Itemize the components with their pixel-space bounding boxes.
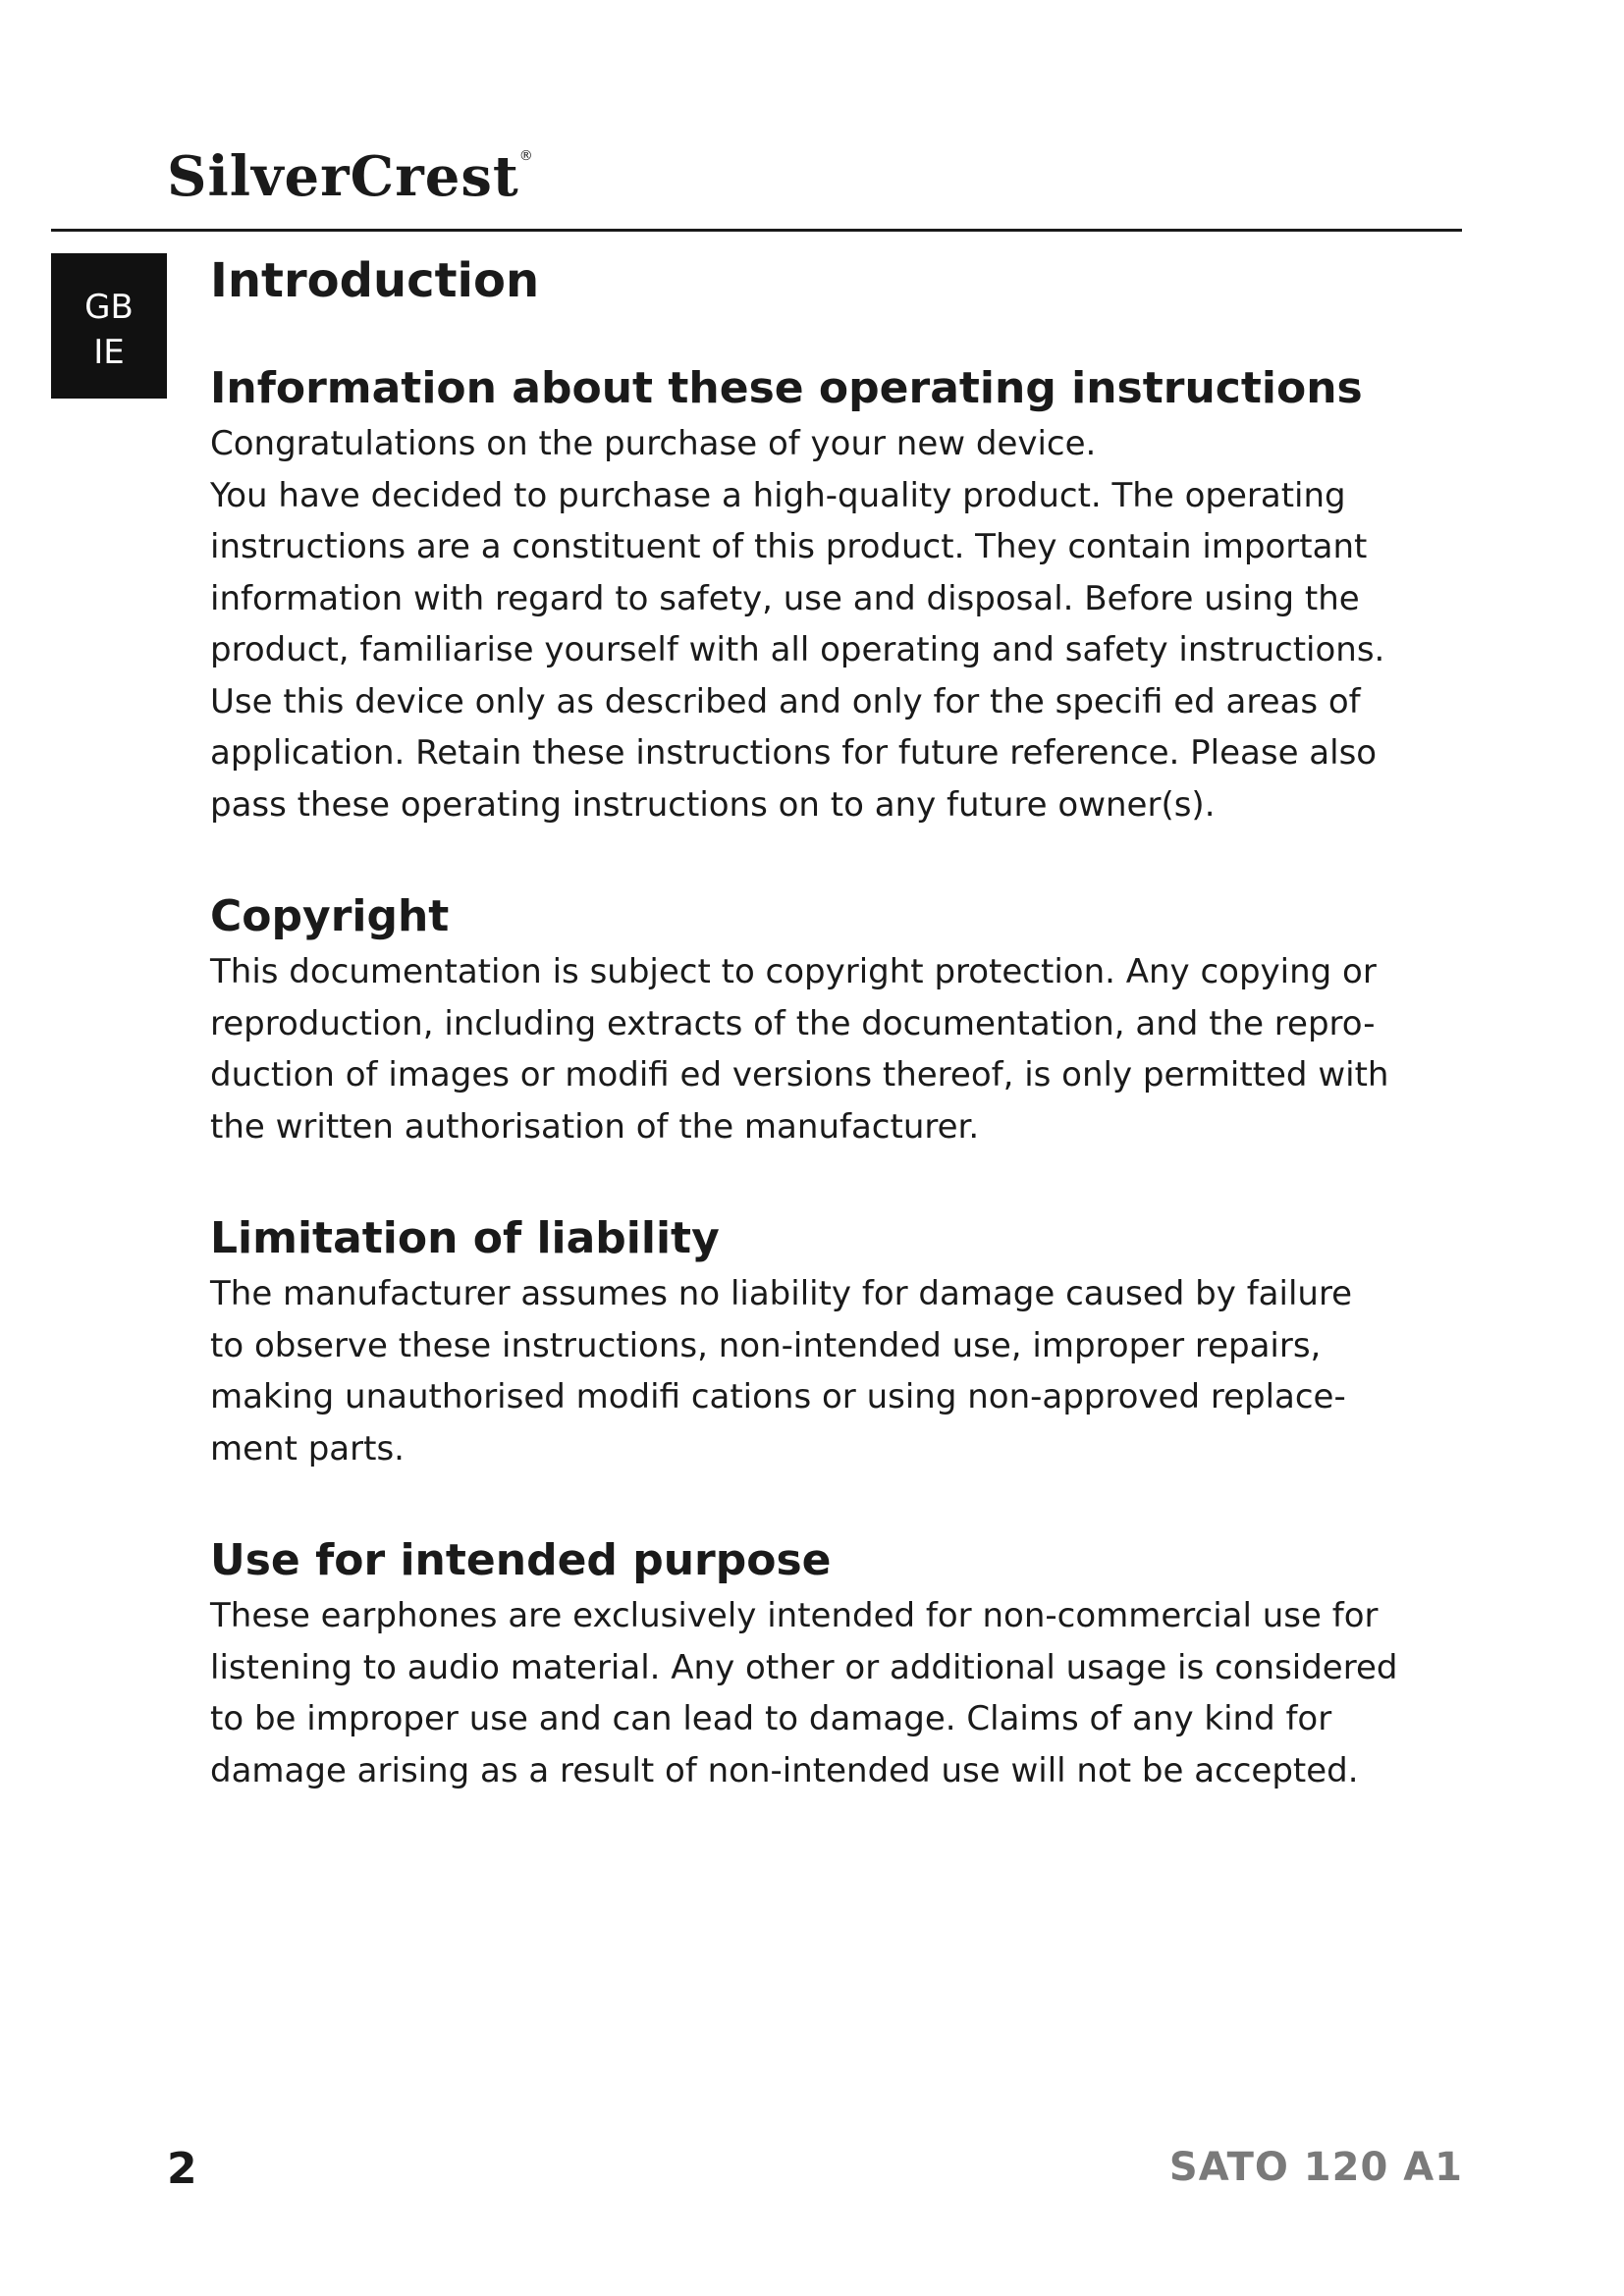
paragraph <box>210 1590 1487 1796</box>
section-heading: Use for intended purpose <box>210 1535 832 1585</box>
text-line: Congratulations on the purchase of your new device. <box>210 424 1097 463</box>
page-title: Introduction <box>210 253 540 308</box>
text-line: the written authorisation of the manufacturer. <box>210 1106 980 1147</box>
text-line: listening to audio material. Any other or additional usage is considered <box>210 1647 1398 1687</box>
section-information <box>210 359 1487 830</box>
language-code-ie: IE <box>93 333 125 372</box>
brand-logo <box>167 144 534 209</box>
paragraph <box>210 946 1487 1152</box>
section-heading: Limitation of liability <box>210 1213 720 1263</box>
section-heading: Copyright <box>210 891 450 941</box>
text-line: ment parts. <box>210 1428 405 1468</box>
text-line: to be improper use and can lead to damage. Claims of any kind for <box>210 1699 1332 1738</box>
text-line: This documentation is subject to copyright protection. Any copying or <box>210 952 1377 991</box>
language-tab <box>51 253 167 399</box>
section-copyright <box>210 887 1487 1152</box>
section-liability <box>210 1209 1487 1474</box>
text-line: reproduction, including extracts of the documentation, and the repro- <box>210 1003 1376 1043</box>
text-line: These earphones are exclusively intended for non-commercial use for <box>210 1596 1379 1635</box>
text-line: duction of images or modifi ed versions thereof, is only permitted with <box>210 1055 1389 1095</box>
text-line: Use this device only as described and only for the specifi ed areas of <box>210 681 1361 721</box>
text-line: application. Retain these instructions for future reference. Please also <box>210 733 1378 773</box>
registered-mark: ® <box>518 148 534 164</box>
text-line: The manufacturer assumes no liability for damage caused by failure <box>210 1274 1353 1313</box>
page-content <box>210 245 1487 1796</box>
header-divider <box>51 229 1462 232</box>
text-line: pass these operating instructions on to any future owner(s). <box>210 784 1216 825</box>
text-line: information with regard to safety, use and disposal. Before using the <box>210 578 1360 618</box>
text-line: damage arising as a result of non-intended use will not be accepted. <box>210 1750 1359 1790</box>
section-heading: Information about these operating instructions <box>210 363 1363 413</box>
text-line: to observe these instructions, non-intended use, improper repairs, <box>210 1325 1322 1365</box>
text-line: making unauthorised modifi cations or using non-approved replace- <box>210 1377 1346 1416</box>
page-number: 2 <box>167 2144 197 2194</box>
paragraph <box>210 1268 1487 1474</box>
brand-logo-text: SilverCrest <box>167 144 519 209</box>
model-number: SATO 120 A1 <box>1168 2145 1463 2190</box>
text-line: instructions are a constituent of this product. They contain important <box>210 527 1368 566</box>
text-line: You have decided to purchase a high-quality product. The operating <box>210 475 1346 515</box>
paragraph <box>210 470 1487 831</box>
section-intended-use <box>210 1531 1487 1796</box>
language-code-gb: GB <box>84 288 134 327</box>
text-line: product, familiarise yourself with all operating and safety instructions. <box>210 630 1385 669</box>
paragraph <box>210 418 1487 470</box>
